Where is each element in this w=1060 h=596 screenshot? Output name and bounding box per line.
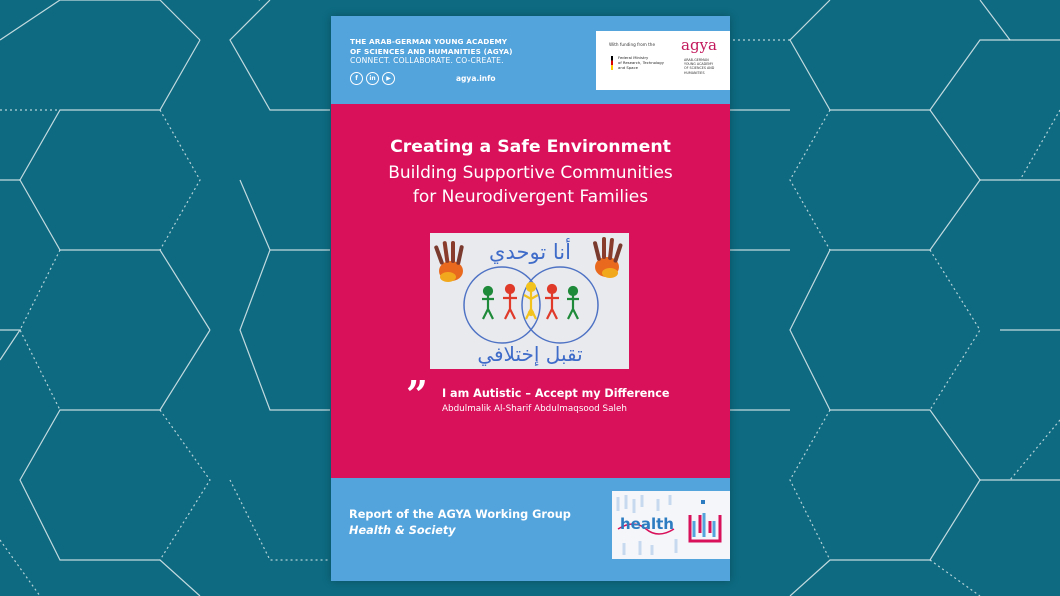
website-link[interactable]: agya.info [456, 74, 496, 83]
linkedin-icon[interactable]: in [366, 72, 379, 85]
health-society-logo [612, 491, 730, 559]
artist-name: Abdulmalik Al-Sharif Abdulmaqsood Saleh [442, 404, 627, 414]
funding-label: With funding from the [609, 42, 656, 47]
quote-mark-icon: ” [406, 372, 428, 417]
ministry-name: Federal Ministry of Research, Technology and Space [618, 55, 664, 70]
agya-logo-subtitle: ARAB-GERMAN YOUNG ACADEMY OF SCIENCES AND HUMANITIES [684, 58, 715, 75]
cover-header-band [331, 16, 730, 104]
cover-title: Creating a Safe Environment [390, 137, 671, 157]
organization-name [350, 37, 513, 56]
social-links [350, 72, 395, 85]
youtube-icon[interactable]: ▶ [382, 72, 395, 85]
child-drawing-artwork [430, 233, 629, 369]
org-name-line-2: OF SCIENCES AND HUMANITIES (AGYA) [350, 46, 513, 56]
cover-subtitle [331, 161, 730, 209]
agya-logo [681, 36, 725, 84]
cover-footer-band [331, 478, 730, 581]
flag-bar-icon [609, 56, 615, 70]
org-name-line-1: THE ARAB-GERMAN YOUNG ACADEMY [350, 37, 508, 46]
subtitle-line-2: for Neurodivergent Families [412, 187, 649, 207]
ministry-logo [609, 54, 665, 80]
facebook-icon[interactable]: f [350, 72, 363, 85]
artwork-arabic-top: أنا توحدي [489, 240, 571, 264]
report-cover [331, 16, 730, 581]
funding-logos-box [596, 31, 730, 90]
artwork-arabic-bottom: تقبل إختلافي [477, 342, 583, 366]
report-line: Report of the AGYA Working Group [349, 508, 571, 521]
tagline: CONNECT. COLLABORATE. CO-CREATE. [350, 56, 504, 65]
artwork-caption: I am Autistic – Accept my Difference [442, 387, 670, 400]
agya-logo-word: agya [681, 36, 717, 54]
health-logo-word: health [620, 515, 674, 533]
subtitle-line-1: Building Supportive Communities [388, 163, 673, 183]
working-group-name: Health & Society [349, 524, 456, 537]
